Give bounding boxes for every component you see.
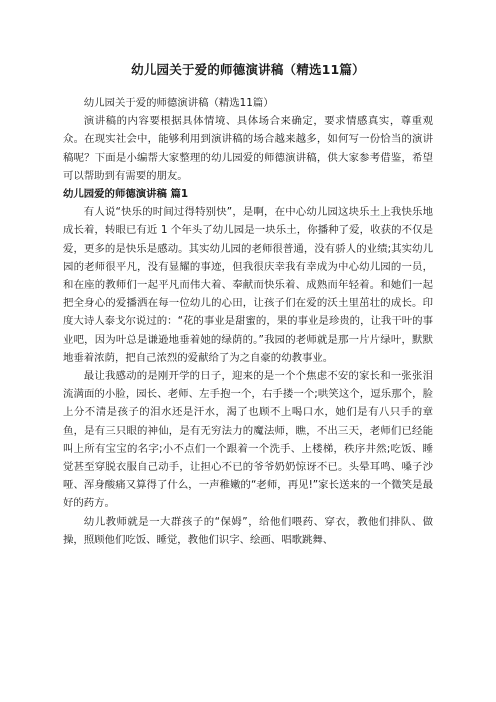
paragraph: 演讲稿的内容要根据具体情境、具体场合来确定，要求情感真实，尊重观众。在现实社会中，能够利用到演讲稿的场合越来越多，如何写一份恰当的演讲稿呢？下面是小编帮大家整理的幼儿园爱的师德演讲稿，供大家参考借鉴，希望可以帮助到有需要的朋友。 bbox=[63, 115, 433, 182]
paragraph: 幼儿教师就是一大群孩子的“保姆”，给他们喂药、穿衣，教他们排队、做操，照顾他们吃饭、睡觉，教他们识字、绘画、唱歌跳舞、 bbox=[63, 515, 433, 546]
section-heading: 幼儿园爱的师德演讲稿 篇1 bbox=[63, 188, 189, 201]
paragraph: 有人说“快乐的时间过得特别快”，是啊，在中心幼儿园这块乐土上我快乐地成长着，转眼已有近 1 个年头了幼儿园是一块乐土，你播种了爱，收获的不仅是爱，更多的是快乐是感动。其实幼儿园的老师很普通，没有骄人的业绩;其实幼儿园的老师很平凡，没有显耀的事迹，但我很庆幸我有幸成为中心幼儿园的一员，和在座的教师们一起平凡而伟大着、奉献而快乐着、成熟而年轻着。和她们一起把全身心的爱播洒在每一位幼儿的心田，让孩子们在爱的沃土里茁壮的成长。印度大诗人泰戈尔说过的：“花的事业是甜蜜的，果的事业是珍贵的，让我干叶的事业吧，因为叶总是谦逊地垂着她的绿荫的。”我园的老师就是那一片片绿叶，默默地垂着浓荫，把自己浓烈的爱献给了为之自豪的幼教事业。 bbox=[63, 206, 433, 364]
document-title: 幼儿园关于爱的师德演讲稿（精选11篇） bbox=[131, 62, 365, 77]
document-body bbox=[63, 94, 433, 549]
paragraph: 最让我感动的是刚开学的日子，迎来的是一个个焦虑不安的家长和一张张泪流满面的小脸，园长、老师、左手抱一个，右手搂一个;哄笑这个，逗乐那个，脸上分不清是孩子的泪水还是汗水，渴了也顾不上喝口水，她们是有八只手的章鱼，是有三只眼的神仙，是有无穷法力的魔法师，瞧，不出三天，老师们已经能叫上所有宝宝的名字;小不点们一个跟着一个洗手、上楼梯，秩序井然;吃饭、睡觉甚至穿脱衣服自己动手，让担心不已的爷爷奶奶惊讶不已。头晕耳鸣、嗓子沙哑、浑身酸痛又算得了什么，一声稚嫩的“老师，再见!”家长送来的一个微笑是最好的药方。 bbox=[63, 370, 433, 510]
paragraph: 幼儿园关于爱的师德演讲稿（精选11篇） bbox=[83, 97, 274, 109]
